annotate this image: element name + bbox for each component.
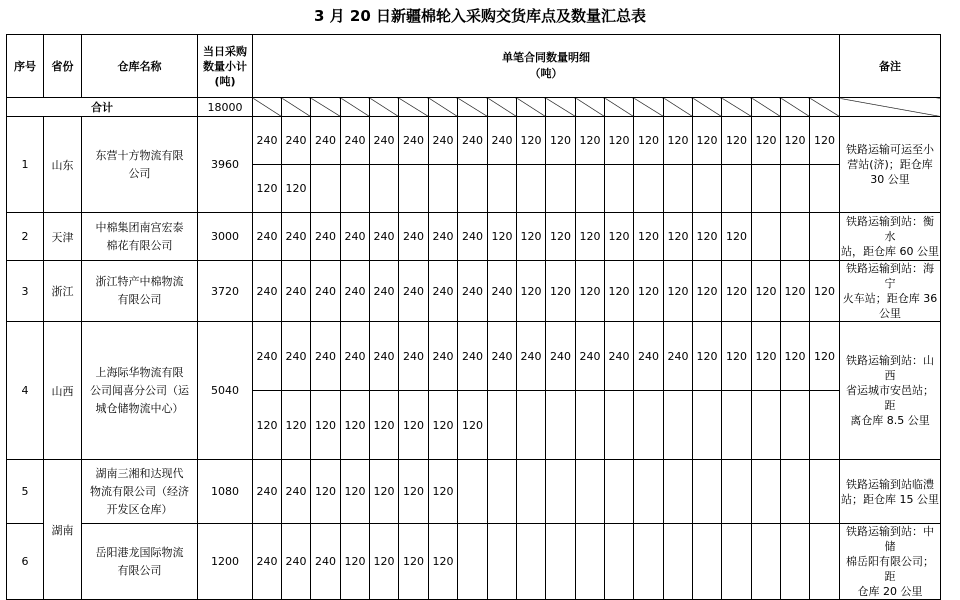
contract-quantity-cell: 240 bbox=[311, 322, 341, 391]
contract-quantity-cell: 120 bbox=[429, 460, 458, 524]
contract-quantity-cell: 120 bbox=[693, 117, 722, 165]
contract-quantity-cell: 120 bbox=[664, 261, 693, 322]
contract-quantity-cell: 240 bbox=[399, 117, 429, 165]
contract-quantity-cell bbox=[693, 165, 722, 213]
contract-quantity-cell: 120 bbox=[752, 117, 781, 165]
contract-quantity-cell: 120 bbox=[399, 460, 429, 524]
empty-diagonal-cell bbox=[370, 98, 399, 117]
warehouse-name-line: 中棉集团南宫宏泰 bbox=[95, 220, 184, 234]
contract-quantity-cell: 240 bbox=[253, 261, 282, 322]
contract-quantity-cell: 120 bbox=[722, 261, 752, 322]
remark-line: 仓库 20 公里 bbox=[857, 585, 923, 598]
contract-quantity-cell bbox=[341, 165, 370, 213]
remark-line: 站；距仓库 15 公里 bbox=[841, 492, 939, 506]
contract-quantity-cell bbox=[488, 460, 517, 524]
contract-quantity-cell bbox=[810, 213, 840, 261]
contract-quantity-cell: 240 bbox=[488, 322, 517, 391]
row-subtotal: 3720 bbox=[198, 261, 253, 322]
contract-quantity-cell: 120 bbox=[605, 213, 634, 261]
contract-quantity-cell: 240 bbox=[341, 213, 370, 261]
table-row bbox=[7, 524, 941, 600]
contract-quantity-cell: 120 bbox=[282, 165, 311, 213]
contract-quantity-cell: 120 bbox=[693, 322, 722, 391]
row-province: 湖南 bbox=[44, 460, 82, 600]
contract-quantity-cell bbox=[429, 165, 458, 213]
empty-diagonal-cell bbox=[840, 98, 941, 117]
contract-quantity-cell bbox=[781, 460, 810, 524]
remark-line: 站，距仓库 60 公里 bbox=[841, 245, 939, 258]
contract-quantity-cell bbox=[546, 391, 576, 460]
contract-quantity-cell: 120 bbox=[370, 391, 399, 460]
warehouse-name-line: 棉花有限公司 bbox=[106, 238, 173, 252]
contract-quantity-cell bbox=[781, 213, 810, 261]
contract-quantity-cell: 240 bbox=[341, 322, 370, 391]
contract-quantity-cell: 120 bbox=[399, 524, 429, 600]
row-province: 浙江 bbox=[44, 261, 82, 322]
contract-quantity-cell bbox=[693, 460, 722, 524]
row-seq: 6 bbox=[7, 524, 44, 600]
contract-quantity-cell bbox=[664, 165, 693, 213]
contract-quantity-cell: 240 bbox=[282, 117, 311, 165]
remark-line: 铁路运输到站：山西 bbox=[846, 354, 934, 382]
contract-quantity-cell: 240 bbox=[429, 213, 458, 261]
remark-line: 铁路运输到站：海宁 bbox=[846, 262, 934, 290]
contract-quantity-cell bbox=[458, 460, 488, 524]
contract-quantity-cell: 240 bbox=[341, 261, 370, 322]
contract-quantity-cell: 240 bbox=[370, 213, 399, 261]
contract-quantity-cell bbox=[634, 165, 664, 213]
contract-quantity-cell: 120 bbox=[488, 213, 517, 261]
warehouse-name-line: 上海际华物流有限 bbox=[95, 365, 184, 379]
contract-quantity-cell bbox=[752, 524, 781, 600]
contract-quantity-cell: 120 bbox=[429, 524, 458, 600]
empty-diagonal-cell bbox=[341, 98, 370, 117]
contract-quantity-cell: 240 bbox=[399, 213, 429, 261]
empty-diagonal-cell bbox=[752, 98, 781, 117]
remark-line: 铁路运输到站：中储 bbox=[846, 525, 934, 553]
row-subtotal: 1080 bbox=[198, 460, 253, 524]
empty-diagonal-cell bbox=[664, 98, 693, 117]
empty-diagonal-cell bbox=[781, 98, 810, 117]
row-seq: 1 bbox=[7, 117, 44, 213]
contract-quantity-cell bbox=[488, 391, 517, 460]
contract-quantity-cell: 120 bbox=[810, 261, 840, 322]
empty-diagonal-cell bbox=[576, 98, 605, 117]
contract-quantity-cell: 120 bbox=[752, 322, 781, 391]
contract-quantity-cell: 240 bbox=[311, 524, 341, 600]
contract-quantity-cell: 120 bbox=[546, 117, 576, 165]
total-label: 合计 bbox=[7, 98, 198, 117]
contract-quantity-cell bbox=[810, 165, 840, 213]
contract-quantity-cell: 120 bbox=[341, 524, 370, 600]
contract-quantity-cell bbox=[722, 165, 752, 213]
contract-quantity-cell: 240 bbox=[253, 524, 282, 600]
contract-quantity-cell bbox=[399, 165, 429, 213]
header-province: 省份 bbox=[44, 35, 82, 98]
contract-quantity-cell: 120 bbox=[781, 322, 810, 391]
contract-quantity-cell: 240 bbox=[282, 213, 311, 261]
empty-diagonal-cell bbox=[517, 98, 546, 117]
header-daily-total-line: 数量小计 bbox=[203, 59, 247, 73]
header-daily-total-line: 当日采购 bbox=[203, 44, 247, 58]
row-warehouse bbox=[82, 213, 198, 261]
contract-quantity-cell bbox=[576, 460, 605, 524]
header-details-line: （吨） bbox=[529, 67, 563, 80]
contract-quantity-cell bbox=[546, 165, 576, 213]
contract-quantity-cell: 240 bbox=[311, 261, 341, 322]
warehouse-name-line: 公司 bbox=[128, 166, 151, 180]
contract-quantity-cell: 240 bbox=[488, 261, 517, 322]
contract-quantity-cell: 120 bbox=[634, 261, 664, 322]
row-seq: 2 bbox=[7, 213, 44, 261]
contract-quantity-cell: 240 bbox=[488, 117, 517, 165]
warehouse-name-line: 城仓储物流中心） bbox=[95, 401, 184, 415]
empty-diagonal-cell bbox=[722, 98, 752, 117]
contract-quantity-cell: 240 bbox=[282, 322, 311, 391]
contract-quantity-cell bbox=[634, 391, 664, 460]
remark-line: 火车站；距仓库 36 bbox=[842, 292, 938, 305]
contract-quantity-cell: 120 bbox=[664, 117, 693, 165]
empty-diagonal-cell bbox=[282, 98, 311, 117]
warehouse-name-line: 有限公司 bbox=[117, 293, 162, 306]
contract-quantity-cell bbox=[576, 524, 605, 600]
contract-quantity-cell: 240 bbox=[370, 322, 399, 391]
contract-quantity-cell: 120 bbox=[576, 213, 605, 261]
contract-quantity-cell: 240 bbox=[458, 213, 488, 261]
row-seq: 3 bbox=[7, 261, 44, 322]
contract-quantity-cell: 120 bbox=[517, 261, 546, 322]
row-remark bbox=[840, 460, 941, 524]
row-remark bbox=[840, 524, 941, 600]
warehouse-name-line: 湖南三湘和达现代 bbox=[95, 466, 184, 480]
remark-line: 省运城市安邑站；距 bbox=[846, 384, 934, 412]
contract-quantity-cell: 240 bbox=[458, 322, 488, 391]
empty-diagonal-cell bbox=[399, 98, 429, 117]
contract-quantity-cell: 240 bbox=[253, 460, 282, 524]
contract-quantity-cell: 120 bbox=[517, 117, 546, 165]
contract-quantity-cell bbox=[810, 524, 840, 600]
contract-quantity-cell: 240 bbox=[605, 322, 634, 391]
row-province: 天津 bbox=[44, 213, 82, 261]
contract-quantity-cell: 240 bbox=[546, 322, 576, 391]
contract-quantity-cell bbox=[576, 165, 605, 213]
contract-quantity-cell bbox=[781, 391, 810, 460]
contract-quantity-cell bbox=[488, 524, 517, 600]
empty-diagonal-cell bbox=[546, 98, 576, 117]
empty-diagonal-cell bbox=[634, 98, 664, 117]
contract-quantity-cell bbox=[781, 165, 810, 213]
contract-quantity-cell bbox=[722, 460, 752, 524]
contract-quantity-cell: 120 bbox=[370, 460, 399, 524]
contract-quantity-cell bbox=[722, 524, 752, 600]
empty-diagonal-cell bbox=[605, 98, 634, 117]
contract-quantity-cell: 120 bbox=[605, 117, 634, 165]
contract-quantity-cell: 120 bbox=[634, 117, 664, 165]
summary-table bbox=[6, 34, 941, 600]
contract-quantity-cell: 240 bbox=[370, 261, 399, 322]
contract-quantity-cell: 240 bbox=[664, 322, 693, 391]
contract-quantity-cell: 240 bbox=[282, 460, 311, 524]
contract-quantity-cell: 240 bbox=[253, 213, 282, 261]
contract-quantity-cell bbox=[311, 165, 341, 213]
total-row bbox=[7, 98, 941, 117]
contract-quantity-cell bbox=[488, 165, 517, 213]
contract-quantity-cell: 120 bbox=[341, 391, 370, 460]
warehouse-name-line: 公司闻喜分公司（运 bbox=[90, 383, 189, 397]
contract-quantity-cell: 120 bbox=[810, 322, 840, 391]
header-details-line: 单笔合同数量明细 bbox=[502, 51, 590, 64]
contract-quantity-cell bbox=[517, 524, 546, 600]
contract-quantity-cell: 240 bbox=[253, 322, 282, 391]
contract-quantity-cell bbox=[605, 165, 634, 213]
contract-quantity-cell: 240 bbox=[429, 322, 458, 391]
row-province: 山西 bbox=[44, 322, 82, 460]
warehouse-name-line: 浙江特产中棉物流 bbox=[95, 275, 184, 288]
row-province: 山东 bbox=[44, 117, 82, 213]
total-value: 18000 bbox=[198, 98, 253, 117]
row-subtotal: 3960 bbox=[198, 117, 253, 213]
table-row bbox=[7, 261, 941, 322]
table-row bbox=[7, 117, 941, 165]
contract-quantity-cell: 120 bbox=[810, 117, 840, 165]
contract-quantity-cell: 240 bbox=[458, 117, 488, 165]
contract-quantity-cell bbox=[664, 391, 693, 460]
contract-quantity-cell: 240 bbox=[429, 117, 458, 165]
table-row bbox=[7, 322, 941, 391]
empty-diagonal-cell bbox=[458, 98, 488, 117]
contract-quantity-cell: 240 bbox=[399, 322, 429, 391]
empty-diagonal-cell bbox=[810, 98, 840, 117]
remark-line: 30 公里 bbox=[870, 173, 910, 186]
contract-quantity-cell: 120 bbox=[311, 460, 341, 524]
row-warehouse bbox=[82, 524, 198, 600]
contract-quantity-cell: 120 bbox=[429, 391, 458, 460]
remark-line: 铁路运输可运至小 bbox=[846, 143, 934, 156]
contract-quantity-cell bbox=[752, 165, 781, 213]
contract-quantity-cell: 240 bbox=[399, 261, 429, 322]
contract-quantity-cell: 120 bbox=[576, 261, 605, 322]
contract-quantity-cell: 240 bbox=[341, 117, 370, 165]
row-subtotal: 3000 bbox=[198, 213, 253, 261]
empty-diagonal-cell bbox=[311, 98, 341, 117]
row-remark bbox=[840, 261, 941, 322]
contract-quantity-cell bbox=[810, 460, 840, 524]
warehouse-name-line: 有限公司 bbox=[117, 563, 162, 577]
row-warehouse bbox=[82, 261, 198, 322]
remark-line: 公里 bbox=[879, 307, 901, 320]
row-warehouse bbox=[82, 322, 198, 460]
row-subtotal: 5040 bbox=[198, 322, 253, 460]
contract-quantity-cell bbox=[458, 165, 488, 213]
empty-diagonal-cell bbox=[488, 98, 517, 117]
contract-quantity-cell bbox=[458, 524, 488, 600]
contract-quantity-cell: 240 bbox=[370, 117, 399, 165]
header-daily-total-line: (吨) bbox=[214, 74, 236, 88]
empty-diagonal-cell bbox=[693, 98, 722, 117]
contract-quantity-cell: 120 bbox=[546, 261, 576, 322]
table-row bbox=[7, 213, 941, 261]
contract-quantity-cell: 120 bbox=[605, 261, 634, 322]
contract-quantity-cell: 120 bbox=[341, 460, 370, 524]
contract-quantity-cell: 120 bbox=[458, 391, 488, 460]
contract-quantity-cell bbox=[576, 391, 605, 460]
row-seq: 4 bbox=[7, 322, 44, 460]
contract-quantity-cell bbox=[752, 391, 781, 460]
row-warehouse bbox=[82, 460, 198, 524]
contract-quantity-cell bbox=[517, 460, 546, 524]
warehouse-name-line: 开发区仓库） bbox=[106, 502, 173, 516]
contract-quantity-cell bbox=[546, 524, 576, 600]
remark-line: 棉岳阳有限公司；距 bbox=[846, 555, 934, 583]
contract-quantity-cell bbox=[664, 524, 693, 600]
contract-quantity-cell bbox=[605, 524, 634, 600]
remark-line: 营站(济)；距仓库 bbox=[847, 158, 933, 171]
contract-quantity-cell: 120 bbox=[693, 213, 722, 261]
contract-quantity-cell: 120 bbox=[399, 391, 429, 460]
contract-quantity-cell bbox=[693, 391, 722, 460]
row-remark bbox=[840, 322, 941, 460]
contract-quantity-cell: 120 bbox=[546, 213, 576, 261]
contract-quantity-cell bbox=[517, 165, 546, 213]
warehouse-name-line: 东营十方物流有限 bbox=[95, 148, 184, 162]
contract-quantity-cell: 120 bbox=[282, 391, 311, 460]
contract-quantity-cell: 120 bbox=[722, 322, 752, 391]
header-seq: 序号 bbox=[7, 35, 44, 98]
contract-quantity-cell: 120 bbox=[253, 391, 282, 460]
contract-quantity-cell: 240 bbox=[311, 213, 341, 261]
table-row bbox=[7, 460, 941, 524]
contract-quantity-cell: 240 bbox=[517, 322, 546, 391]
header-warehouse: 仓库名称 bbox=[82, 35, 198, 98]
contract-quantity-cell: 240 bbox=[282, 524, 311, 600]
contract-quantity-cell: 120 bbox=[722, 117, 752, 165]
contract-quantity-cell bbox=[605, 460, 634, 524]
contract-quantity-cell bbox=[634, 460, 664, 524]
contract-quantity-cell bbox=[781, 524, 810, 600]
empty-diagonal-cell bbox=[429, 98, 458, 117]
warehouse-name-line: 物流有限公司（经济 bbox=[90, 484, 189, 498]
contract-quantity-cell: 120 bbox=[517, 213, 546, 261]
contract-quantity-cell: 120 bbox=[781, 261, 810, 322]
contract-quantity-cell: 240 bbox=[458, 261, 488, 322]
contract-quantity-cell: 120 bbox=[781, 117, 810, 165]
header-remark: 备注 bbox=[840, 35, 941, 98]
contract-quantity-cell: 120 bbox=[253, 165, 282, 213]
contract-quantity-cell: 240 bbox=[311, 117, 341, 165]
contract-quantity-cell bbox=[752, 213, 781, 261]
contract-quantity-cell: 240 bbox=[576, 322, 605, 391]
header-daily-total bbox=[198, 35, 253, 98]
contract-quantity-cell: 120 bbox=[693, 261, 722, 322]
page-title: 3 月 20 日新疆棉轮入采购交货库点及数量汇总表 bbox=[314, 7, 646, 25]
remark-line: 铁路运输到站：衡水 bbox=[846, 215, 934, 243]
contract-quantity-cell: 240 bbox=[282, 261, 311, 322]
remark-line: 铁路运输到站临澧 bbox=[846, 477, 934, 491]
contract-quantity-cell bbox=[546, 460, 576, 524]
row-warehouse bbox=[82, 117, 198, 213]
contract-quantity-cell: 240 bbox=[253, 117, 282, 165]
contract-quantity-cell bbox=[605, 391, 634, 460]
row-seq: 5 bbox=[7, 460, 44, 524]
row-remark bbox=[840, 117, 941, 213]
contract-quantity-cell bbox=[517, 391, 546, 460]
header-contract-details bbox=[253, 35, 840, 98]
contract-quantity-cell bbox=[370, 165, 399, 213]
contract-quantity-cell: 120 bbox=[370, 524, 399, 600]
contract-quantity-cell: 120 bbox=[311, 391, 341, 460]
contract-quantity-cell bbox=[752, 460, 781, 524]
row-subtotal: 1200 bbox=[198, 524, 253, 600]
contract-quantity-cell bbox=[664, 460, 693, 524]
contract-quantity-cell: 120 bbox=[664, 213, 693, 261]
contract-quantity-cell: 120 bbox=[752, 261, 781, 322]
header-row bbox=[7, 35, 941, 98]
contract-quantity-cell bbox=[693, 524, 722, 600]
remark-line: 离仓库 8.5 公里 bbox=[850, 414, 930, 427]
contract-quantity-cell bbox=[810, 391, 840, 460]
contract-quantity-cell: 240 bbox=[634, 322, 664, 391]
contract-quantity-cell bbox=[722, 391, 752, 460]
contract-quantity-cell: 120 bbox=[722, 213, 752, 261]
warehouse-name-line: 岳阳港龙国际物流 bbox=[95, 545, 184, 559]
contract-quantity-cell: 240 bbox=[429, 261, 458, 322]
row-remark bbox=[840, 213, 941, 261]
contract-quantity-cell: 120 bbox=[576, 117, 605, 165]
contract-quantity-cell bbox=[634, 524, 664, 600]
empty-diagonal-cell bbox=[253, 98, 282, 117]
contract-quantity-cell: 120 bbox=[634, 213, 664, 261]
